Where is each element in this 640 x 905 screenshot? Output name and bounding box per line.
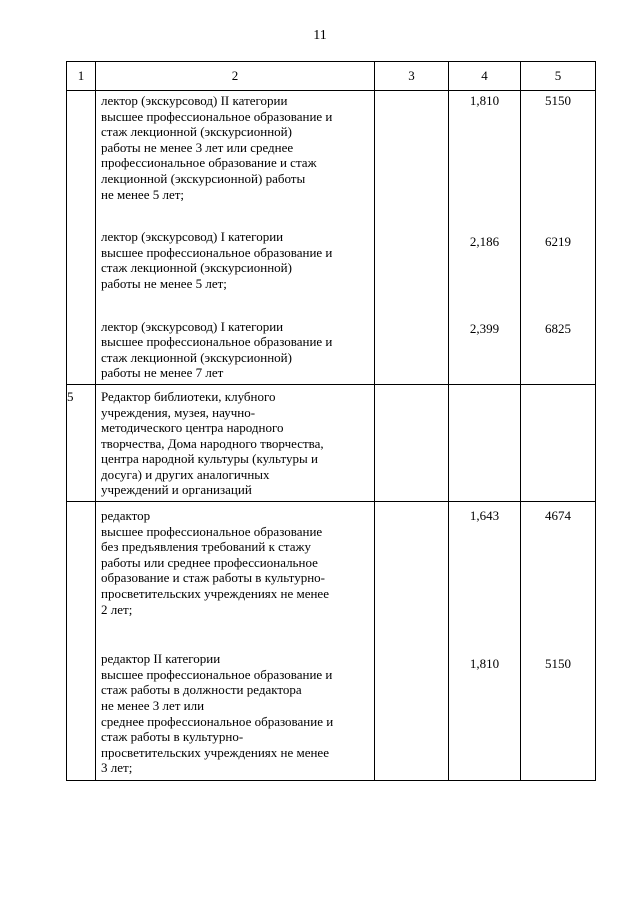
group-heading-line: творчества, Дома народного творчества, xyxy=(101,435,324,451)
header-col-4: 4 xyxy=(449,62,521,91)
requirement-line: не менее 5 лет; xyxy=(101,186,185,202)
position-title: лектор (экскурсовод) I категории xyxy=(101,318,284,334)
position-title: лектор (экскурсовод) II категории xyxy=(101,93,288,108)
salary-value: 4674 xyxy=(545,508,571,524)
position-entry xyxy=(96,227,374,291)
salary-value: 5150 xyxy=(545,655,571,671)
requirement-line: стаж лекционной (экскурсионной) xyxy=(101,349,292,365)
requirement-line: 3 лет; xyxy=(101,760,133,776)
requirement-line: работы не менее 5 лет; xyxy=(101,275,227,291)
header-col-2: 2 xyxy=(96,62,375,91)
requirement-line: высшее профессиональное образование и xyxy=(101,666,333,682)
requirement-line: высшее профессиональное образование xyxy=(101,523,323,539)
position-cell xyxy=(96,502,375,781)
salary-value: 6825 xyxy=(545,321,571,337)
requirement-line: стаж лекционной (экскурсионной) xyxy=(101,124,292,140)
requirement-line: работы не менее 7 лет xyxy=(101,365,224,381)
row-number-cell xyxy=(67,91,96,385)
empty-cell xyxy=(375,384,449,501)
coefficient-value: 1,643 xyxy=(469,508,500,524)
table-row xyxy=(67,384,596,501)
row-number: 5 xyxy=(67,388,74,404)
requirement-line: высшее профессиональное образование и xyxy=(101,334,333,350)
requirement-line: среднее профессиональное образование и xyxy=(101,713,334,729)
group-heading-line: досуга) и других аналогичных xyxy=(101,466,270,482)
salary-cell xyxy=(521,502,596,781)
group-heading-line: учреждений и организаций xyxy=(101,482,252,498)
position-title: лектор (экскурсовод) I категории xyxy=(101,229,284,245)
group-heading-line: учреждения, музея, научно- xyxy=(101,404,256,420)
requirement-line: лекционной (экскурсионной) работы xyxy=(101,170,306,186)
salary-value: 5150 xyxy=(545,93,571,108)
requirement-line: 2 лет; xyxy=(101,601,133,617)
empty-cell xyxy=(521,384,596,501)
position-title: редактор xyxy=(101,508,151,524)
requirement-line: стаж работы в культурно- xyxy=(101,729,244,745)
coefficient-cell xyxy=(449,91,521,385)
header-col-5: 5 xyxy=(521,62,596,91)
position-group-heading xyxy=(96,385,374,501)
position-entry xyxy=(96,502,374,617)
table-row xyxy=(67,91,596,385)
empty-cell xyxy=(375,502,449,781)
position-entry xyxy=(96,91,374,202)
position-entry xyxy=(96,317,374,384)
requirement-line: высшее профессиональное образование и xyxy=(101,108,333,124)
header-col-3: 3 xyxy=(375,62,449,91)
requirement-line: просветительских учреждениях не менее xyxy=(101,586,329,602)
requirement-line: без предъявления требований к стажу xyxy=(101,539,312,555)
empty-cell xyxy=(375,91,449,385)
requirement-line: высшее профессиональное образование и xyxy=(101,244,333,260)
requirement-line: просветительских учреждениях не менее xyxy=(101,744,329,760)
salary-value: 6219 xyxy=(545,233,571,249)
coefficient-cell xyxy=(449,502,521,781)
position-cell xyxy=(96,91,375,385)
coefficient-value: 2,186 xyxy=(469,233,500,249)
row-number-cell xyxy=(67,502,96,781)
requirement-line: профессиональное образование и стаж xyxy=(101,155,317,171)
page-number: 11 xyxy=(313,28,327,43)
requirement-line: не менее 3 лет или xyxy=(101,698,205,713)
empty-cell xyxy=(449,384,521,501)
requirement-line: работы не менее 3 лет или среднее xyxy=(101,139,294,155)
coefficient-value: 1,810 xyxy=(469,655,500,671)
requirement-line: образование и стаж работы в культурно- xyxy=(101,570,325,586)
salary-cell xyxy=(521,91,596,385)
header-col-1: 1 xyxy=(67,62,96,91)
requirement-line: стаж лекционной (экскурсионной) xyxy=(101,260,292,276)
coefficient-value: 1,810 xyxy=(469,93,500,108)
group-heading-line: Редактор библиотеки, клубного xyxy=(101,388,276,404)
requirement-line: стаж работы в должности редактора xyxy=(101,682,302,698)
row-number-cell xyxy=(67,384,96,501)
table-header-row xyxy=(67,62,596,91)
table-row xyxy=(67,502,596,781)
salary-table xyxy=(66,61,596,781)
position-title: редактор II категории xyxy=(101,651,221,667)
group-heading-line: центра народной культуры (культуры и xyxy=(101,451,318,467)
group-heading-line: методического центра народного xyxy=(101,420,284,436)
requirement-line: работы или среднее профессиональное xyxy=(101,554,318,570)
position-entry xyxy=(96,649,374,780)
coefficient-value: 2,399 xyxy=(469,321,500,337)
position-group-cell xyxy=(96,384,375,501)
